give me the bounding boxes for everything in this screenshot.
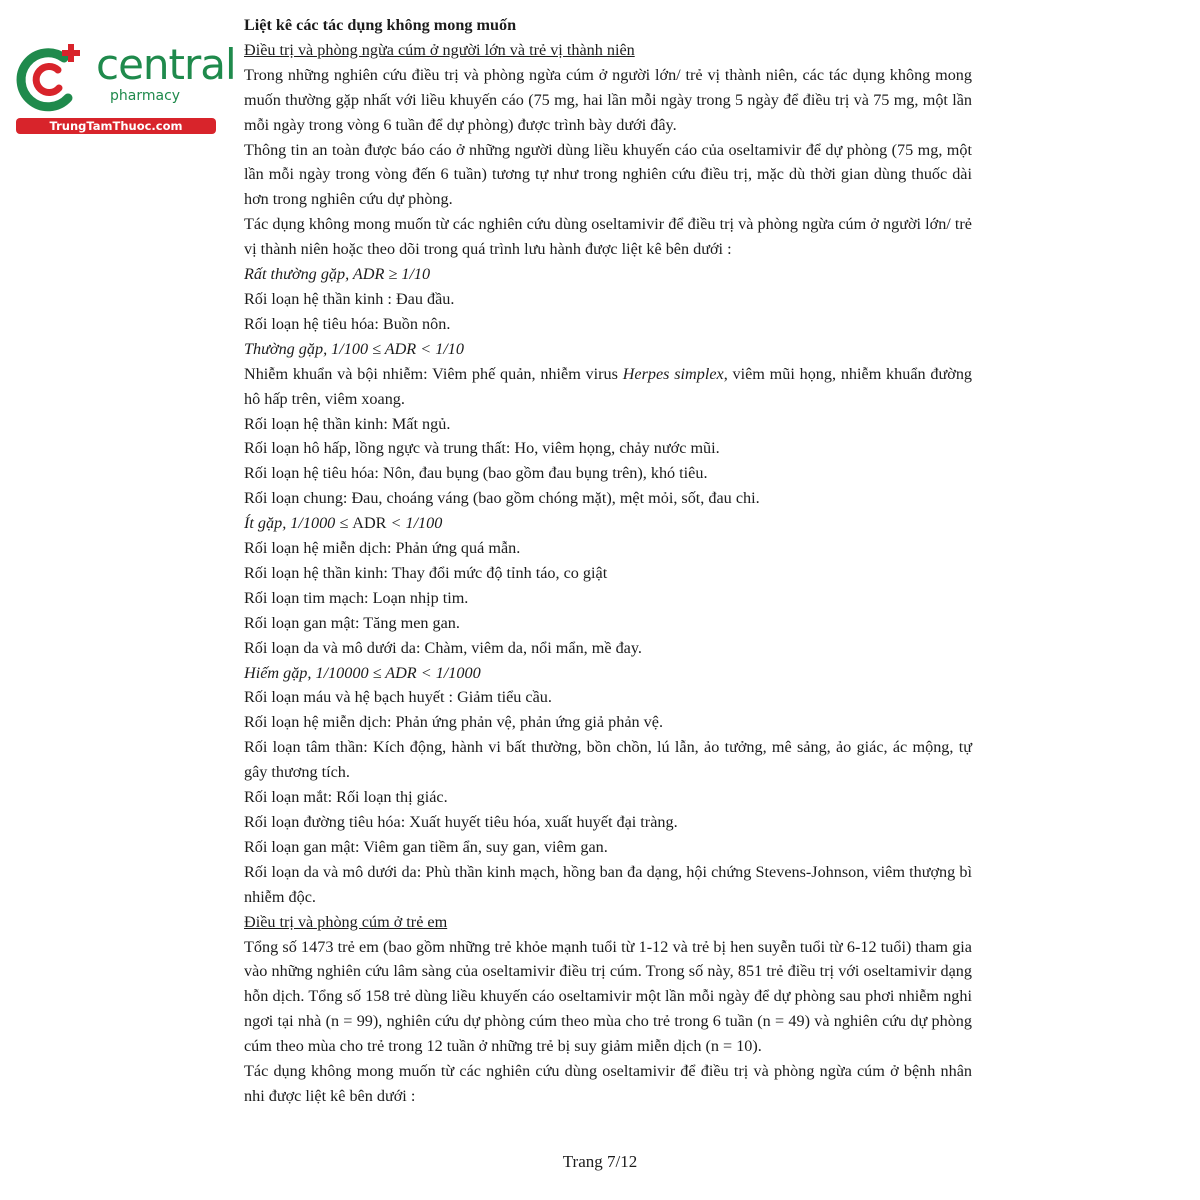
paragraph-2: Thông tin an toàn được báo cáo ở những người dùng liều khuyến cáo của oseltamivir để dự phòng (75 mg, một lần mỗi ngày trong vòng đến 6 tuần) tương tự như trong nghiên cứu điều trị, mặc dù thời gian dùng thuốc dài hơn trong nghiên cứu dự phòng. [244,140,972,209]
logo-name: central [96,40,236,89]
uncommon-label-c: < 1/100 [386,514,443,533]
adr-item: Rối loạn tâm thần: Kích động, hành vi bất thường, bồn chồn, lú lẫn, ảo tưởng, mê sảng, ảo giác, ác mộng, tự gây thương tích. [244,738,972,782]
adr-item: Rối loạn hệ thần kinh: Mất ngủ. [244,414,451,433]
page-number: Trang 7/12 [562,1152,638,1171]
infection-text-end: , viêm mũi họng, nhiễm khuẩn đường hô hấp trên, viêm xoang. [244,364,973,408]
adr-item: Rối loạn hệ thần kinh : Đau đầu. [244,289,455,308]
uncommon-label-b: ADR [352,514,387,533]
uncommon-label-a: Ít gặp, 1/1000 ≤ [244,514,353,533]
infection-text-start: Nhiễm khuẩn và bội nhiễm: Viêm phế quản, nhiễm virus [244,364,623,383]
logo-banner: TrungTamThuoc.com [16,118,216,134]
frequency-rare: Hiếm gặp, 1/10000 ≤ ADR < 1/1000 [244,663,481,682]
adr-item: Rối loạn da và mô dưới da: Phù thần kinh mạch, hồng ban đa dạng, hội chứng Stevens-Johnson, viêm thượng bì nhiễm độc. [244,862,972,906]
adr-item: Rối loạn da và mô dưới da: Chàm, viêm da, nổi mẩn, mề đay. [244,638,642,657]
paragraph-5: Tác dụng không mong muốn từ các nghiên cứu dùng oseltamivir để điều trị và phòng ngừa cúm ở bệnh nhân nhi được liệt kê bên dưới : [244,1062,972,1105]
infection-virus-name: Herpes simplex [622,364,724,383]
children-subheading: Điều trị và phòng cúm ở trẻ em [244,912,448,931]
adr-item: Rối loạn gan mật: Tăng men gan. [244,613,460,632]
adr-item: Rối loạn hệ thần kinh: Thay đổi mức độ tỉnh táo, co giật [244,563,608,582]
frequency-uncommon [244,511,972,536]
adr-item-infection [244,362,972,412]
central-pharmacy-logo-icon [12,40,88,116]
adr-item: Rối loạn tim mạch: Loạn nhịp tim. [244,588,469,607]
pharmacy-logo [8,36,236,136]
logo-subtitle: pharmacy [110,88,181,104]
adr-item: Rối loạn chung: Đau, choáng váng (bao gồm chóng mặt), mệt mỏi, sốt, đau chi. [244,489,760,508]
adr-item: Rối loạn hệ miễn dịch: Phản ứng quá mẫn. [244,539,521,558]
adult-subheading: Điều trị và phòng ngừa cúm ở người lớn và trẻ vị thành niên [244,40,635,59]
paragraph-1: Trong những nghiên cứu điều trị và phòng ngừa cúm ở người lớn/ trẻ vị thành niên, các tác dụng không mong muốn thường gặp nhất với liều khuyến cáo (75 mg, hai lần mỗi ngày trong 5 ngày để điều trị và 75 mg, một lần mỗi ngày trong vòng 6 tuần để dự phòng) được trình bày dưới đây. [244,65,972,134]
adr-item: Rối loạn máu và hệ bạch huyết : Giảm tiểu cầu. [244,688,552,707]
paragraph-4: Tổng số 1473 trẻ em (bao gồm những trẻ khỏe mạnh tuổi từ 1-12 và trẻ bị hen suyễn tuổi từ 6-12 tuổi) tham gia vào những nghiên cứu lâm sàng của oseltamivir điều trị cúm. Trong số này, 851 trẻ điều trị với oseltamivir dạng hỗn dịch. Tổng số 158 trẻ dùng liều khuyến cáo oseltamivir một lần mỗi ngày để dự phòng sau phơi nhiễm nghi ngơi tại nhà (n = 99), nghiên cứu dự phòng cúm theo mùa cho trẻ trong 6 tuần (n = 49) và nghiên cứu dự phòng cúm theo mùa cho trẻ trong 12 tuần ở những trẻ bị suy giảm miễn dịch (n = 10). [244,937,972,1056]
adr-item: Rối loạn hệ tiêu hóa: Buồn nôn. [244,314,451,333]
adr-item: Rối loạn mắt: Rối loạn thị giác. [244,788,448,807]
paragraph-3: Tác dụng không mong muốn từ các nghiên cứu dùng oseltamivir để điều trị và phòng ngừa cúm ở người lớn/ trẻ vị thành niên hoặc theo dõi trong quá trình lưu hành được liệt kê bên dưới : [244,215,972,259]
frequency-common: Thường gặp, 1/100 ≤ ADR < 1/10 [244,339,464,358]
adr-item: Rối loạn đường tiêu hóa: Xuất huyết tiêu hóa, xuất huyết đại tràng. [244,813,678,831]
section-heading: Liệt kê các tác dụng không mong muốn [244,16,517,34]
frequency-very-common: Rất thường gặp, ADR ≥ 1/10 [244,265,431,284]
adr-item: Rối loạn hô hấp, lồng ngực và trung thất: Ho, viêm họng, chảy nước mũi. [244,439,720,458]
adr-item: Rối loạn hệ miễn dịch: Phản ứng phản vệ, phản ứng giả phản vệ. [244,713,664,732]
adr-item: Rối loạn hệ tiêu hóa: Nôn, đau bụng (bao gồm đau bụng trên), khó tiêu. [244,464,708,483]
adr-item: Rối loạn gan mật: Viêm gan tiềm ẩn, suy gan, viêm gan. [244,837,608,856]
document-body [244,13,972,1109]
